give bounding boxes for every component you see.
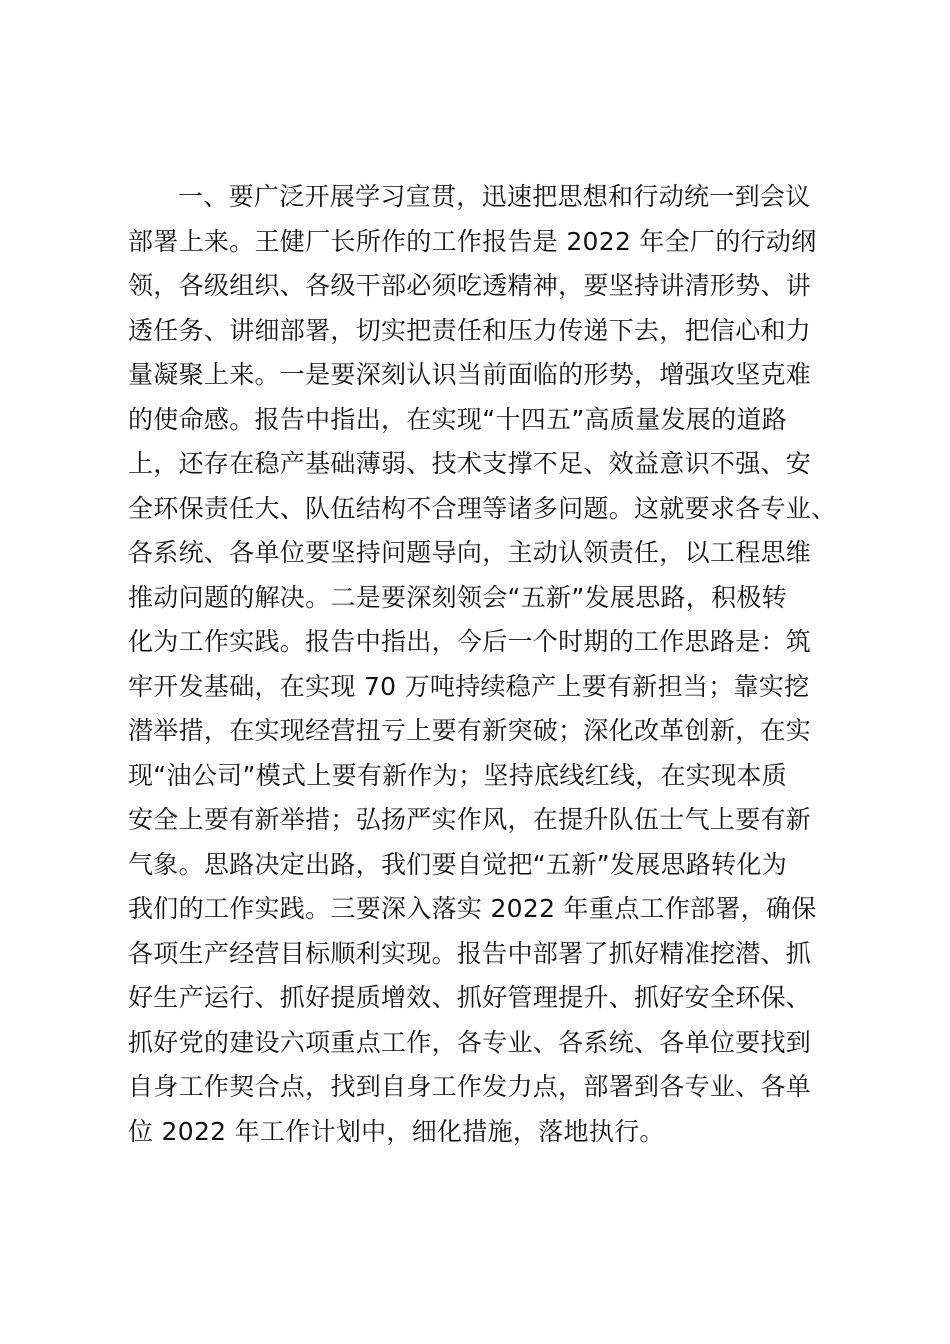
- paragraph-line: 一、要广泛开展学习宣贯，迅速把思想和行动统一到会议: [178, 182, 811, 211]
- paragraph-line: 各项生产经营目标顺利实现。报告中部署了抓好精准挖潜、抓: [128, 938, 812, 968]
- paragraph-line: 透任务、讲细部署，切实把责任和压力传递下去，把信心和力: [128, 315, 812, 345]
- paragraph-line: 潜举措，在实现经营扭亏上要有新突破；深化改革创新，在实: [128, 716, 812, 745]
- paragraph-line: 现“油公司”模式上要有新作为；坚持底线红线，在实现本质: [128, 760, 788, 790]
- body-paragraph: [128, 175, 840, 1154]
- paragraph-line: 位 2022 年工作计划中，细化措施，落地执行。: [128, 1116, 665, 1146]
- paragraph-line: 领，各级组织、各级干部必须吃透精神，要坚持讲清形势、讲: [128, 271, 812, 300]
- paragraph-line: 推动问题的解决。二是要深刻领会“五新”发展思路，积极转: [128, 582, 788, 612]
- paragraph-line: 化为工作实践。报告中指出，今后一个时期的工作思路是：筑: [128, 627, 812, 656]
- paragraph-line: 自身工作契合点，找到自身工作发力点，部署到各专业、各单: [128, 1072, 812, 1101]
- paragraph-line: 上，还存在稳产基础薄弱、技术支撑不足、效益意识不强、安: [128, 449, 812, 478]
- paragraph-line: 气象。思路决定出路，我们要自觉把“五新”发展思路转化为: [128, 849, 788, 879]
- paragraph-line: 牢开发基础，在实现 70 万吨持续稳产上要有新担当；靠实挖: [128, 671, 810, 701]
- paragraph-line: 各系统、各单位要坚持问题导向，主动认领责任，以工程思维: [128, 538, 812, 567]
- paragraph-line: 我们的工作实践。三要深入落实 2022 年重点工作部署，确保: [128, 894, 817, 923]
- paragraph-line: 部署上来。王健厂长所作的工作报告是 2022 年全厂的行动纲: [128, 226, 817, 256]
- paragraph-line: 安全上要有新举措；弘扬严实作风，在提升队伍士气上要有新: [128, 805, 812, 834]
- paragraph-line: 的使命感。报告中指出，在实现“十四五”高质量发展的道路: [128, 404, 788, 434]
- paragraph-line: 全环保责任大、队伍结构不合理等诸多问题。这就要求各专业、: [128, 493, 837, 523]
- paragraph-line: 抓好党的建设六项重点工作，各专业、各系统、各单位要找到: [128, 1027, 812, 1057]
- paragraph-line: 好生产运行、抓好提质增效、抓好管理提升、抓好安全环保、: [128, 983, 812, 1012]
- paragraph-line: 量凝聚上来。一是要深刻认识当前面临的形势，增强攻坚克难: [128, 360, 812, 389]
